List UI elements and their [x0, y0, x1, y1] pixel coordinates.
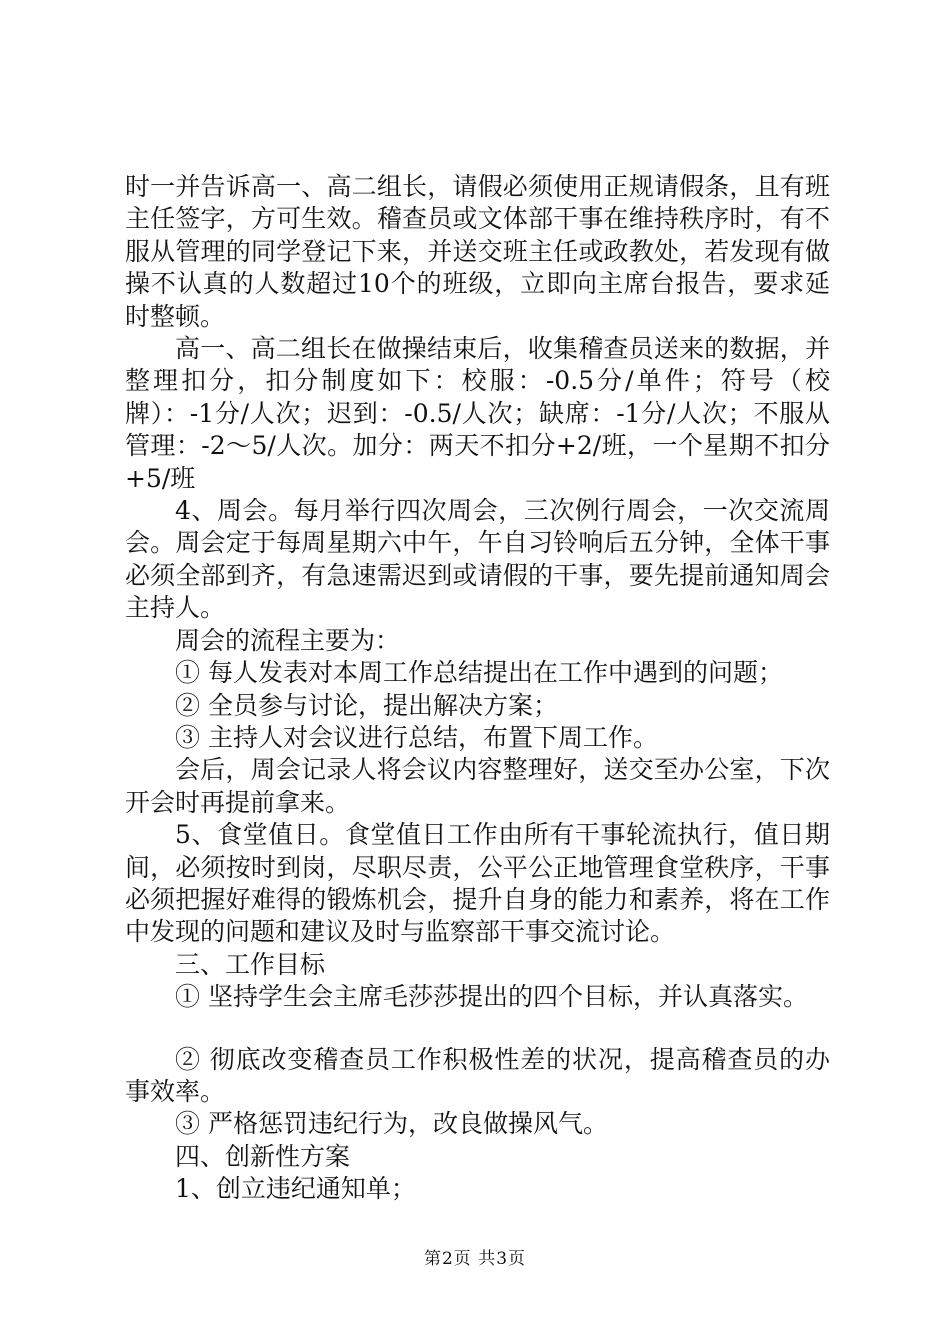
- list-item: ② 彻底改变稽查员工作积极性差的状况，提高稽查员的办事效率。: [125, 1044, 830, 1106]
- section-heading: 四、创新性方案: [175, 1141, 351, 1171]
- paragraph: 会后，周会记录人将会议内容整理好，送交至办公室，下次开会时再提前拿来。: [125, 755, 830, 817]
- paragraph: 高一、高二组长在做操结束后，收集稽查员送来的数据，并整理扣分，扣分制度如下：校服：-0.5分/单件；符号（校牌）：-1分/人次；迟到：-0.5/人次；缺席：-1分/人次；不服从管理：-2～5/人次。加分：两天不扣分+2/班，一个星期不扣分+5/班: [125, 334, 830, 493]
- list-item: ③ 严格惩罚违纪行为，改良做操风气。: [175, 1109, 608, 1139]
- list-item: ① 每人发表对本周工作总结提出在工作中遇到的问题；: [175, 658, 783, 688]
- paragraph: 5、食堂值日。食堂值日工作由所有干事轮流执行，值日期间，必须按时到岗，尽职尽责，公平公正地管理食堂秩序，干事必须把握好难得的锻炼机会，提升自身的能力和素养，将在工作中发现的问题和建议及时与监察部干事交流讨论。: [125, 820, 830, 947]
- list-item: ① 坚持学生会主席毛莎莎提出的四个目标，并认真落实。: [175, 982, 808, 1012]
- list-item: ② 全员参与讨论，提出解决方案；: [175, 690, 558, 720]
- document-body: [125, 171, 830, 1206]
- paragraph: 周会的流程主要为：: [175, 625, 401, 655]
- section-heading: 三、工作目标: [175, 949, 326, 979]
- page-footer: 第2页 共3页: [423, 1249, 527, 1269]
- list-item: 1、创立违纪通知单；: [175, 1174, 416, 1204]
- paragraph: 时一并告诉高一、高二组长，请假必须使用正规请假条，且有班主任签字，方可生效。稽查员或文体部干事在维持秩序时，有不服从管理的同学登记下来，并送交班主任或政教处，若发现有做操不认真的人数超过10个的班级，立即向主席台报告，要求延时整顿。: [125, 172, 830, 331]
- paragraph: 4、周会。每月举行四次周会，三次例行周会，一次交流周会。周会定于每周星期六中午，午自习铃响后五分钟，全体干事必须全部到齐，有急速需迟到或请假的干事，要先提前通知周会主持人。: [125, 496, 830, 623]
- list-item: ③ 主持人对会议进行总结，布置下周工作。: [175, 722, 658, 752]
